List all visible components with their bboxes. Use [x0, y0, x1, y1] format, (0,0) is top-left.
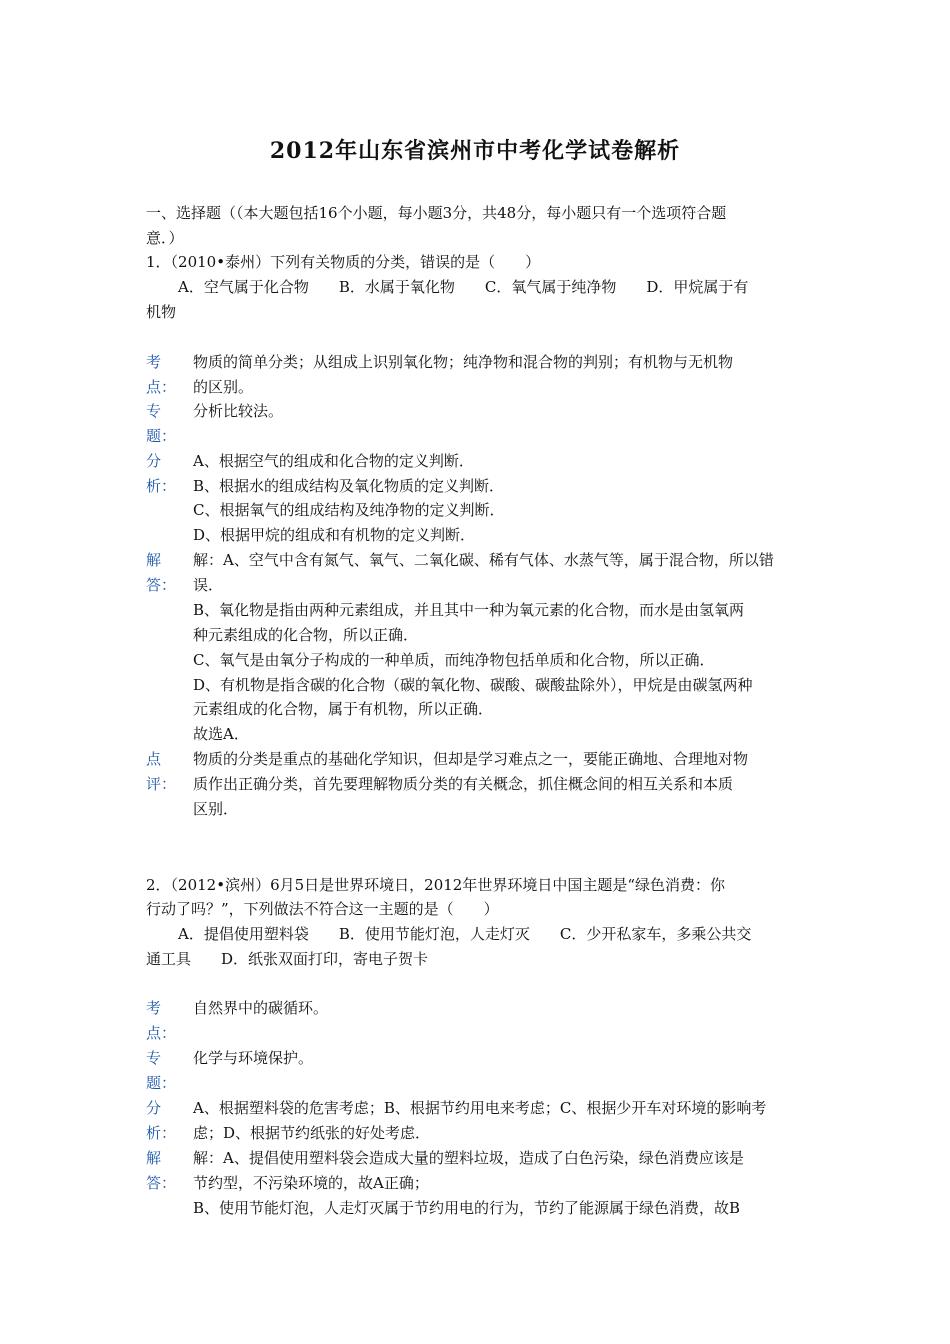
q1-label-kaodian-1: 考 — [146, 353, 162, 371]
q1-kaodian-line: 的区别。 — [193, 378, 254, 396]
q2-stem-line2: 行动了吗？”，下列做法不符合这一主题的是（ ） — [146, 900, 499, 918]
q2-label-kaodian-2: 点： — [146, 1024, 177, 1042]
q2-zhuanti-line: 化学与环境保护。 — [193, 1049, 314, 1067]
q2-options-line1: A．提倡使用塑料袋 B．使用节能灯泡，人走灯灭 C．少开私家车，多乘公共交 — [178, 925, 752, 943]
q1-label-jieda-2: 答： — [146, 576, 177, 594]
q1-label-dianping-2: 评： — [146, 775, 177, 793]
q1-stem: 1．（2010•泰州）下列有关物质的分类，错误的是（ ） — [146, 253, 541, 271]
q2-label-kaodian-1: 考 — [146, 999, 162, 1017]
q2-label-fenxi-2: 析： — [146, 1124, 177, 1142]
q1-label-zhuanti-2: 题： — [146, 427, 177, 445]
q1-jieda-line: B、氧化物是指由两种元素组成，并且其中一种为氧元素的化合物，而水是由氢氧两 — [193, 601, 745, 619]
q1-jieda-line: D、有机物是指含碳的化合物（碳的氧化物、碳酸、碳酸盐除外），甲烷是由碳氢两种 — [193, 676, 753, 694]
q1-jieda-line: 解：A、空气中含有氮气、氧气、二氧化碳、稀有气体、水蒸气等，属于混合物，所以错 — [193, 551, 774, 569]
q1-dianping-line: 区别． — [193, 800, 239, 818]
q2-stem-line1: 2．（2012•滨州）6月5日是世界环境日，2012年世界环境日中国主题是“绿色消费：你 — [146, 876, 725, 894]
q2-label-jieda-1: 解 — [146, 1149, 162, 1167]
section-heading-line1: 一、选择题（（本大题包括16个小题，每小题3分，共48分，每小题只有一个选项符合题 — [146, 204, 727, 222]
q1-label-fenxi-2: 析： — [146, 477, 177, 495]
q2-label-zhuanti-2: 题： — [146, 1074, 177, 1092]
q1-label-kaodian-2: 点： — [146, 378, 177, 396]
q1-options-line2: 机物 — [146, 303, 177, 321]
q1-fenxi-line: A、根据空气的组成和化合物的定义判断． — [193, 452, 474, 470]
q1-fenxi-line: B、根据水的组成结构及氧化物质的定义判断． — [193, 477, 505, 495]
q1-jieda-line: 元素组成的化合物，属于有机物，所以正确． — [193, 700, 494, 718]
q2-label-jieda-2: 答： — [146, 1174, 177, 1192]
q1-kaodian-line: 物质的简单分类；从组成上识别氧化物；纯净物和混合物的判别；有机物与无机物 — [193, 353, 734, 371]
q1-label-jieda-1: 解 — [146, 551, 162, 569]
q1-label-zhuanti-1: 专 — [146, 402, 162, 420]
q1-label-fenxi-1: 分 — [146, 452, 162, 470]
q2-jieda-line: 解：A、提倡使用塑料袋会造成大量的塑料垃圾，造成了白色污染，绿色消费应该是 — [193, 1149, 744, 1167]
q1-jieda-line: C、氧气是由氧分子构成的一种单质，而纯净物包括单质和化合物，所以正确． — [193, 651, 715, 669]
section-heading-line2: 意．） — [146, 229, 184, 247]
q1-fenxi-line: C、根据氧气的组成结构及纯净物的定义判断． — [193, 501, 505, 519]
q2-jieda-line: B、使用节能灯泡，人走灯灭属于节约用电的行为，节约了能源属于绿色消费，故B — [193, 1199, 741, 1217]
q2-kaodian-line: 自然界中的碳循环。 — [193, 999, 329, 1017]
q2-options-line2: 通工具 D．纸张双面打印，寄电子贺卡 — [146, 950, 429, 968]
q2-fenxi-line: 虑；D、根据节约纸张的好处考虑． — [193, 1124, 431, 1142]
q1-zhuanti-line: 分析比较法。 — [193, 402, 284, 420]
q1-jieda-line: 误． — [193, 576, 224, 594]
q1-dianping-line: 质作出正确分类，首先要理解物质分类的有关概念，抓住概念间的相互关系和本质 — [193, 775, 734, 793]
q1-jieda-line: 故选A． — [193, 725, 249, 743]
q2-jieda-line: 节约型，不污染环境的，故A正确； — [193, 1174, 429, 1192]
q1-dianping-line: 物质的分类是重点的基础化学知识，但却是学习难点之一，要能正确地、合理地对物 — [193, 750, 749, 768]
page-title: 2012年山东省滨州市中考化学试卷解析 — [269, 138, 681, 164]
q1-fenxi-line: D、根据甲烷的组成和有机物的定义判断． — [193, 526, 476, 544]
q2-label-zhuanti-1: 专 — [146, 1049, 162, 1067]
q2-fenxi-line: A、根据塑料袋的危害考虑；B、根据节约用电来考虑；C、根据少开车对环境的影响考 — [193, 1099, 767, 1117]
q1-label-dianping-1: 点 — [146, 750, 162, 768]
q2-label-fenxi-1: 分 — [146, 1099, 162, 1117]
q1-options-line1: A．空气属于化合物 B．水属于氧化物 C．氧气属于纯净物 D．甲烷属于有 — [178, 278, 749, 296]
q1-jieda-line: 种元素组成的化合物，所以正确． — [193, 626, 419, 644]
